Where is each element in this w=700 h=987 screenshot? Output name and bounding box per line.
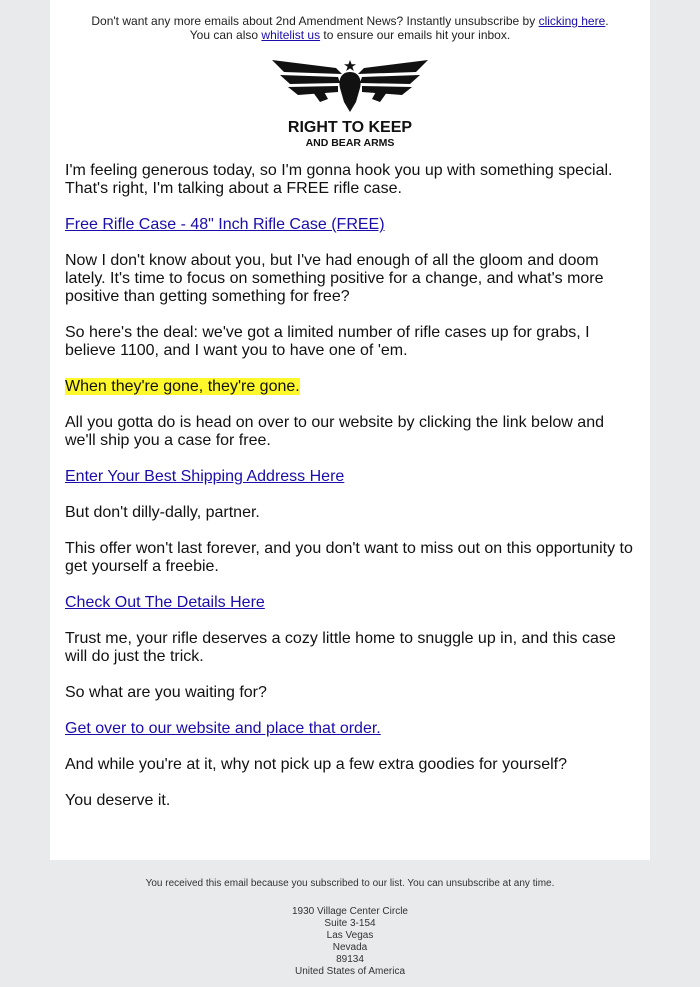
address-line: 89134 xyxy=(336,954,364,965)
paragraph: You deserve it. xyxy=(65,792,171,809)
whitelist-link[interactable]: whitelist us xyxy=(261,28,321,42)
paragraph: This offer won't last forever, and you don't want to miss out on this opportunity to get yourself a freebie. xyxy=(65,540,633,575)
eagle-rifles-logo-icon xyxy=(268,58,432,150)
brand-logo xyxy=(50,58,650,150)
paragraph: Trust me, your rifle deserves a cozy little home to snuggle up in, and this case will do just the trick. xyxy=(65,630,616,665)
preheader-text-3: to ensure our emails hit your inbox. xyxy=(320,28,511,42)
logo-line1: RIGHT TO KEEP xyxy=(287,119,413,136)
address-line: United States of America xyxy=(294,966,406,977)
address-line: 1930 Village Center Circle xyxy=(292,906,408,917)
paragraph: So what are you waiting for? xyxy=(65,684,267,701)
email-footer xyxy=(0,878,700,978)
paragraph: I'm feeling generous today, so I'm gonna hook you up with something special. That's right, I'm talking about a FREE rifle case. xyxy=(65,162,613,197)
paragraph: All you gotta do is head on over to our website by clicking the link below and we'll ship you a case for free. xyxy=(65,414,604,449)
free-rifle-case-link[interactable]: Free Rifle Case - 48" Inch Rifle Case (FREE) xyxy=(65,216,385,233)
preheader-punct: . xyxy=(605,14,609,28)
logo-line2: AND BEAR ARMS xyxy=(305,137,395,149)
preheader-text: Don't want any more emails about 2nd Amendment News? Instantly unsubscribe by xyxy=(91,14,539,28)
paragraph: And while you're at it, why not pick up a few extra goodies for yourself? xyxy=(65,756,567,773)
email-card xyxy=(50,0,650,860)
paragraph: So here's the deal: we've got a limited number of rifle cases up for grabs, I believe 1100, and I want you to have one of 'em. xyxy=(65,324,590,359)
paragraph: Now I don't know about you, but I've had enough of all the gloom and doom lately. It's time to focus on something positive for a change, and what's more positive than getting something for free? xyxy=(65,252,604,305)
place-order-link[interactable]: Get over to our website and place that order. xyxy=(65,720,381,737)
address-line: Las Vegas xyxy=(326,930,374,941)
shipping-address-link[interactable]: Enter Your Best Shipping Address Here xyxy=(65,468,345,485)
preheader-text-2: You can also xyxy=(189,28,262,42)
postal-address xyxy=(0,906,700,978)
email-body xyxy=(50,162,650,810)
highlighted-text: When they're gone, they're gone. xyxy=(65,378,300,395)
footer-note: You received this email because you subscribed to our list. You can unsubscribe at any time. xyxy=(145,878,555,889)
address-line: Nevada xyxy=(332,942,368,953)
address-line: Suite 3-154 xyxy=(324,918,376,929)
details-link[interactable]: Check Out The Details Here xyxy=(65,594,265,611)
unsubscribe-link[interactable]: clicking here xyxy=(538,14,606,28)
preheader xyxy=(50,0,650,42)
paragraph: But don't dilly-dally, partner. xyxy=(65,504,260,521)
